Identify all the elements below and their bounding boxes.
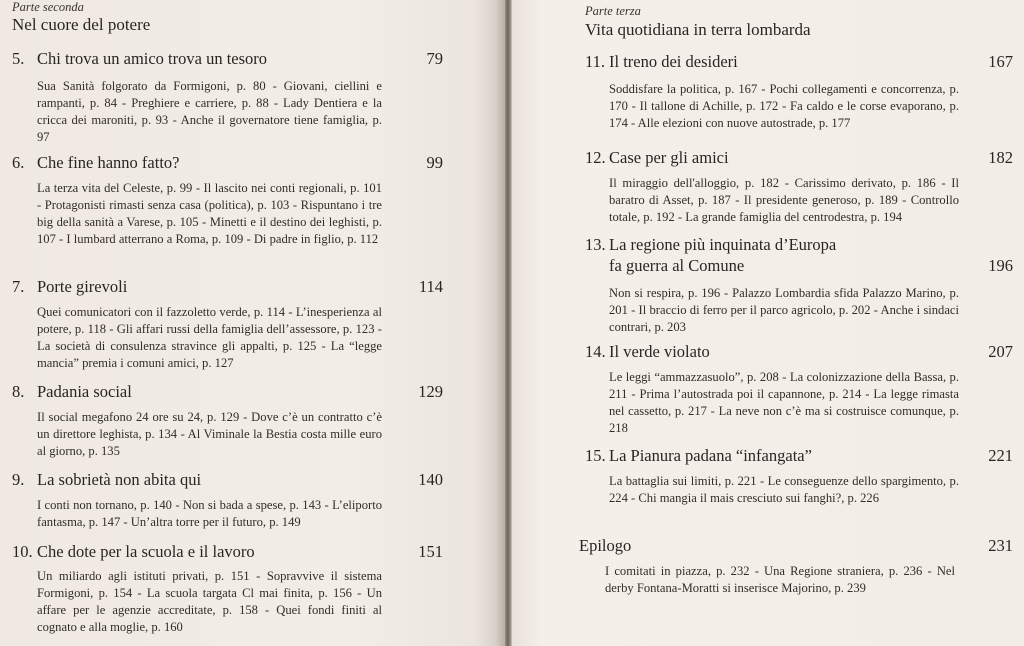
chapter-summary: Soddisfare la politica, p. 167 - Pochi collegamenti e concorrenza, p. 170 - Il tallone di Achille, p. 172 - Fa caldo e le corse evaporano, p. 174 - Alle elezioni con nuove autostrade, p. 177 [609, 82, 959, 130]
chapter-page: 114 [418, 277, 443, 296]
chapter-summary: Le leggi “ammazzasuolo”, p. 208 - La colonizzazione della Bassa, p. 211 - Prima l’autostrada poi il capannone, p. 214 - La legge rimasta nel cassetto, p. 217 - La neve non c’è ma si costruisce comunque, p. 218 [609, 370, 959, 435]
chapter-summary: La terza vita del Celeste, p. 99 - Il lascito nei conti regionali, p. 101 - Protagonisti rimasti senza casa (politica), p. 103 - Rispuntano i tre big della sanità a Varese, p. 105 - Minetti e il destino dei leghisti, p. 107 - I lumbard atterrano a Roma, p. 109 - Di padre in figlio, p. 112 [37, 181, 382, 246]
chapter-number: 9. [12, 470, 25, 489]
chapter-title: La Pianura padana “infangata” [609, 446, 812, 465]
chapter-summary: Un miliardo agli istituti privati, p. 151 - Sopravvive il sistema Formigoni, p. 154 - La scuola targata Cl mai finita, p. 156 - Un affare per le agenzie accreditate, p. 158 - Quei fondi finiti al cognato e alla moglie, p. 160 [37, 569, 382, 634]
chapter-summary: Quei comunicatori con il fazzoletto verde, p. 114 - L’inesperienza al potere, p. 118 - Gli affari russi della famiglia dell’assessore, p. 123 - La società di consulenza stravince gli appalti, p. 125 - La “legge mancia” premia i comuni amici, p. 127 [37, 305, 382, 370]
chapter-summary: Non si respira, p. 196 - Palazzo Lombardia sfida Palazzo Marino, p. 201 - Il braccio di ferro per il parco agricolo, p. 202 - Anche i sindaci contrari, p. 203 [609, 286, 959, 334]
left-page [0, 0, 505, 646]
chapter-page: 196 [988, 256, 1013, 275]
chapter-page: 151 [418, 542, 443, 561]
epilogue-summary: I comitati in piazza, p. 232 - Una Regione straniera, p. 236 - Nel derby Fontana-Moratti si inserisce Majorino, p. 239 [605, 564, 955, 595]
part-label: Parte seconda [12, 0, 84, 14]
chapter-number: 12. [585, 148, 606, 167]
chapter-summary: I conti non tornano, p. 140 - Non si bada a spese, p. 143 - L’eliporto fantasma, p. 147 - Un’altra torre per il futuro, p. 149 [37, 498, 382, 529]
chapter-page: 167 [988, 52, 1013, 71]
chapter-summary: Il social megafono 24 ore su 24, p. 129 - Dove c’è un contratto c’è un direttore leghista, p. 134 - Al Viminale la Bestia costa mille euro al giorno, p. 135 [37, 410, 382, 458]
chapter-summary: La battaglia sui limiti, p. 221 - Le conseguenze dello spargimento, p. 224 - Chi mangia il mais cresciuto sui fanghi?, p. 226 [609, 474, 959, 505]
chapter-page: 207 [988, 342, 1013, 361]
chapter-page: 99 [426, 153, 443, 172]
chapter-number: 5. [12, 49, 25, 68]
chapter-title: Il treno dei desideri [609, 52, 738, 71]
chapter-number: 8. [12, 382, 25, 401]
chapter-title: La sobrietà non abita qui [37, 470, 202, 489]
chapter-title: La regione più inquinata d’Europa [609, 235, 837, 254]
chapter-page: 129 [418, 382, 443, 401]
chapter-page: 79 [426, 49, 443, 68]
chapter-number: 13. [585, 235, 606, 254]
chapter-page: 140 [418, 470, 443, 489]
part-title: Vita quotidiana in terra lombarda [585, 20, 811, 39]
epilogue-title: Epilogo [579, 536, 632, 555]
chapter-number: 10. [12, 542, 33, 561]
chapter-title: Padania social [37, 382, 132, 401]
chapter-title: Case per gli amici [609, 148, 729, 167]
book-spine [505, 0, 512, 646]
chapter-page: 221 [988, 446, 1013, 465]
chapter-title: Che fine hanno fatto? [37, 153, 180, 172]
chapter-page: 182 [988, 148, 1013, 167]
chapter-number: 6. [12, 153, 25, 172]
right-page [512, 0, 1024, 646]
chapter-title: Chi trova un amico trova un tesoro [37, 49, 268, 68]
toc-chapter[interactable] [585, 234, 1013, 334]
chapter-number: 7. [12, 277, 25, 296]
chapter-summary: Sua Sanità folgorato da Formigoni, p. 80 - Giovani, ciellini e rampanti, p. 84 - Preghiere e carriere, p. 88 - Lady Dentiera e la cricca dei maroniti, p. 93 - Anche il governatore tiene famiglia, p. 97 [37, 79, 382, 144]
chapter-title: Il verde violato [609, 342, 710, 361]
chapter-title: Porte girevoli [37, 277, 128, 296]
chapter-title: Che dote per la scuola e il lavoro [37, 542, 255, 561]
epilogue-page: 231 [988, 536, 1013, 555]
chapter-summary: Il miraggio dell'alloggio, p. 182 - Carissimo derivato, p. 186 - Il baratro di Asset, p. 187 - Il presidente generoso, p. 189 - Controllo totale, p. 192 - La grande famiglia del centrodestra, p. 194 [609, 176, 959, 224]
chapter-title-line2: fa guerra al Comune [609, 256, 745, 275]
part-label: Parte terza [585, 4, 641, 18]
chapter-number: 11. [585, 52, 606, 71]
chapter-number: 14. [585, 342, 606, 361]
chapter-number: 15. [585, 446, 606, 465]
part-title: Nel cuore del potere [12, 15, 151, 34]
